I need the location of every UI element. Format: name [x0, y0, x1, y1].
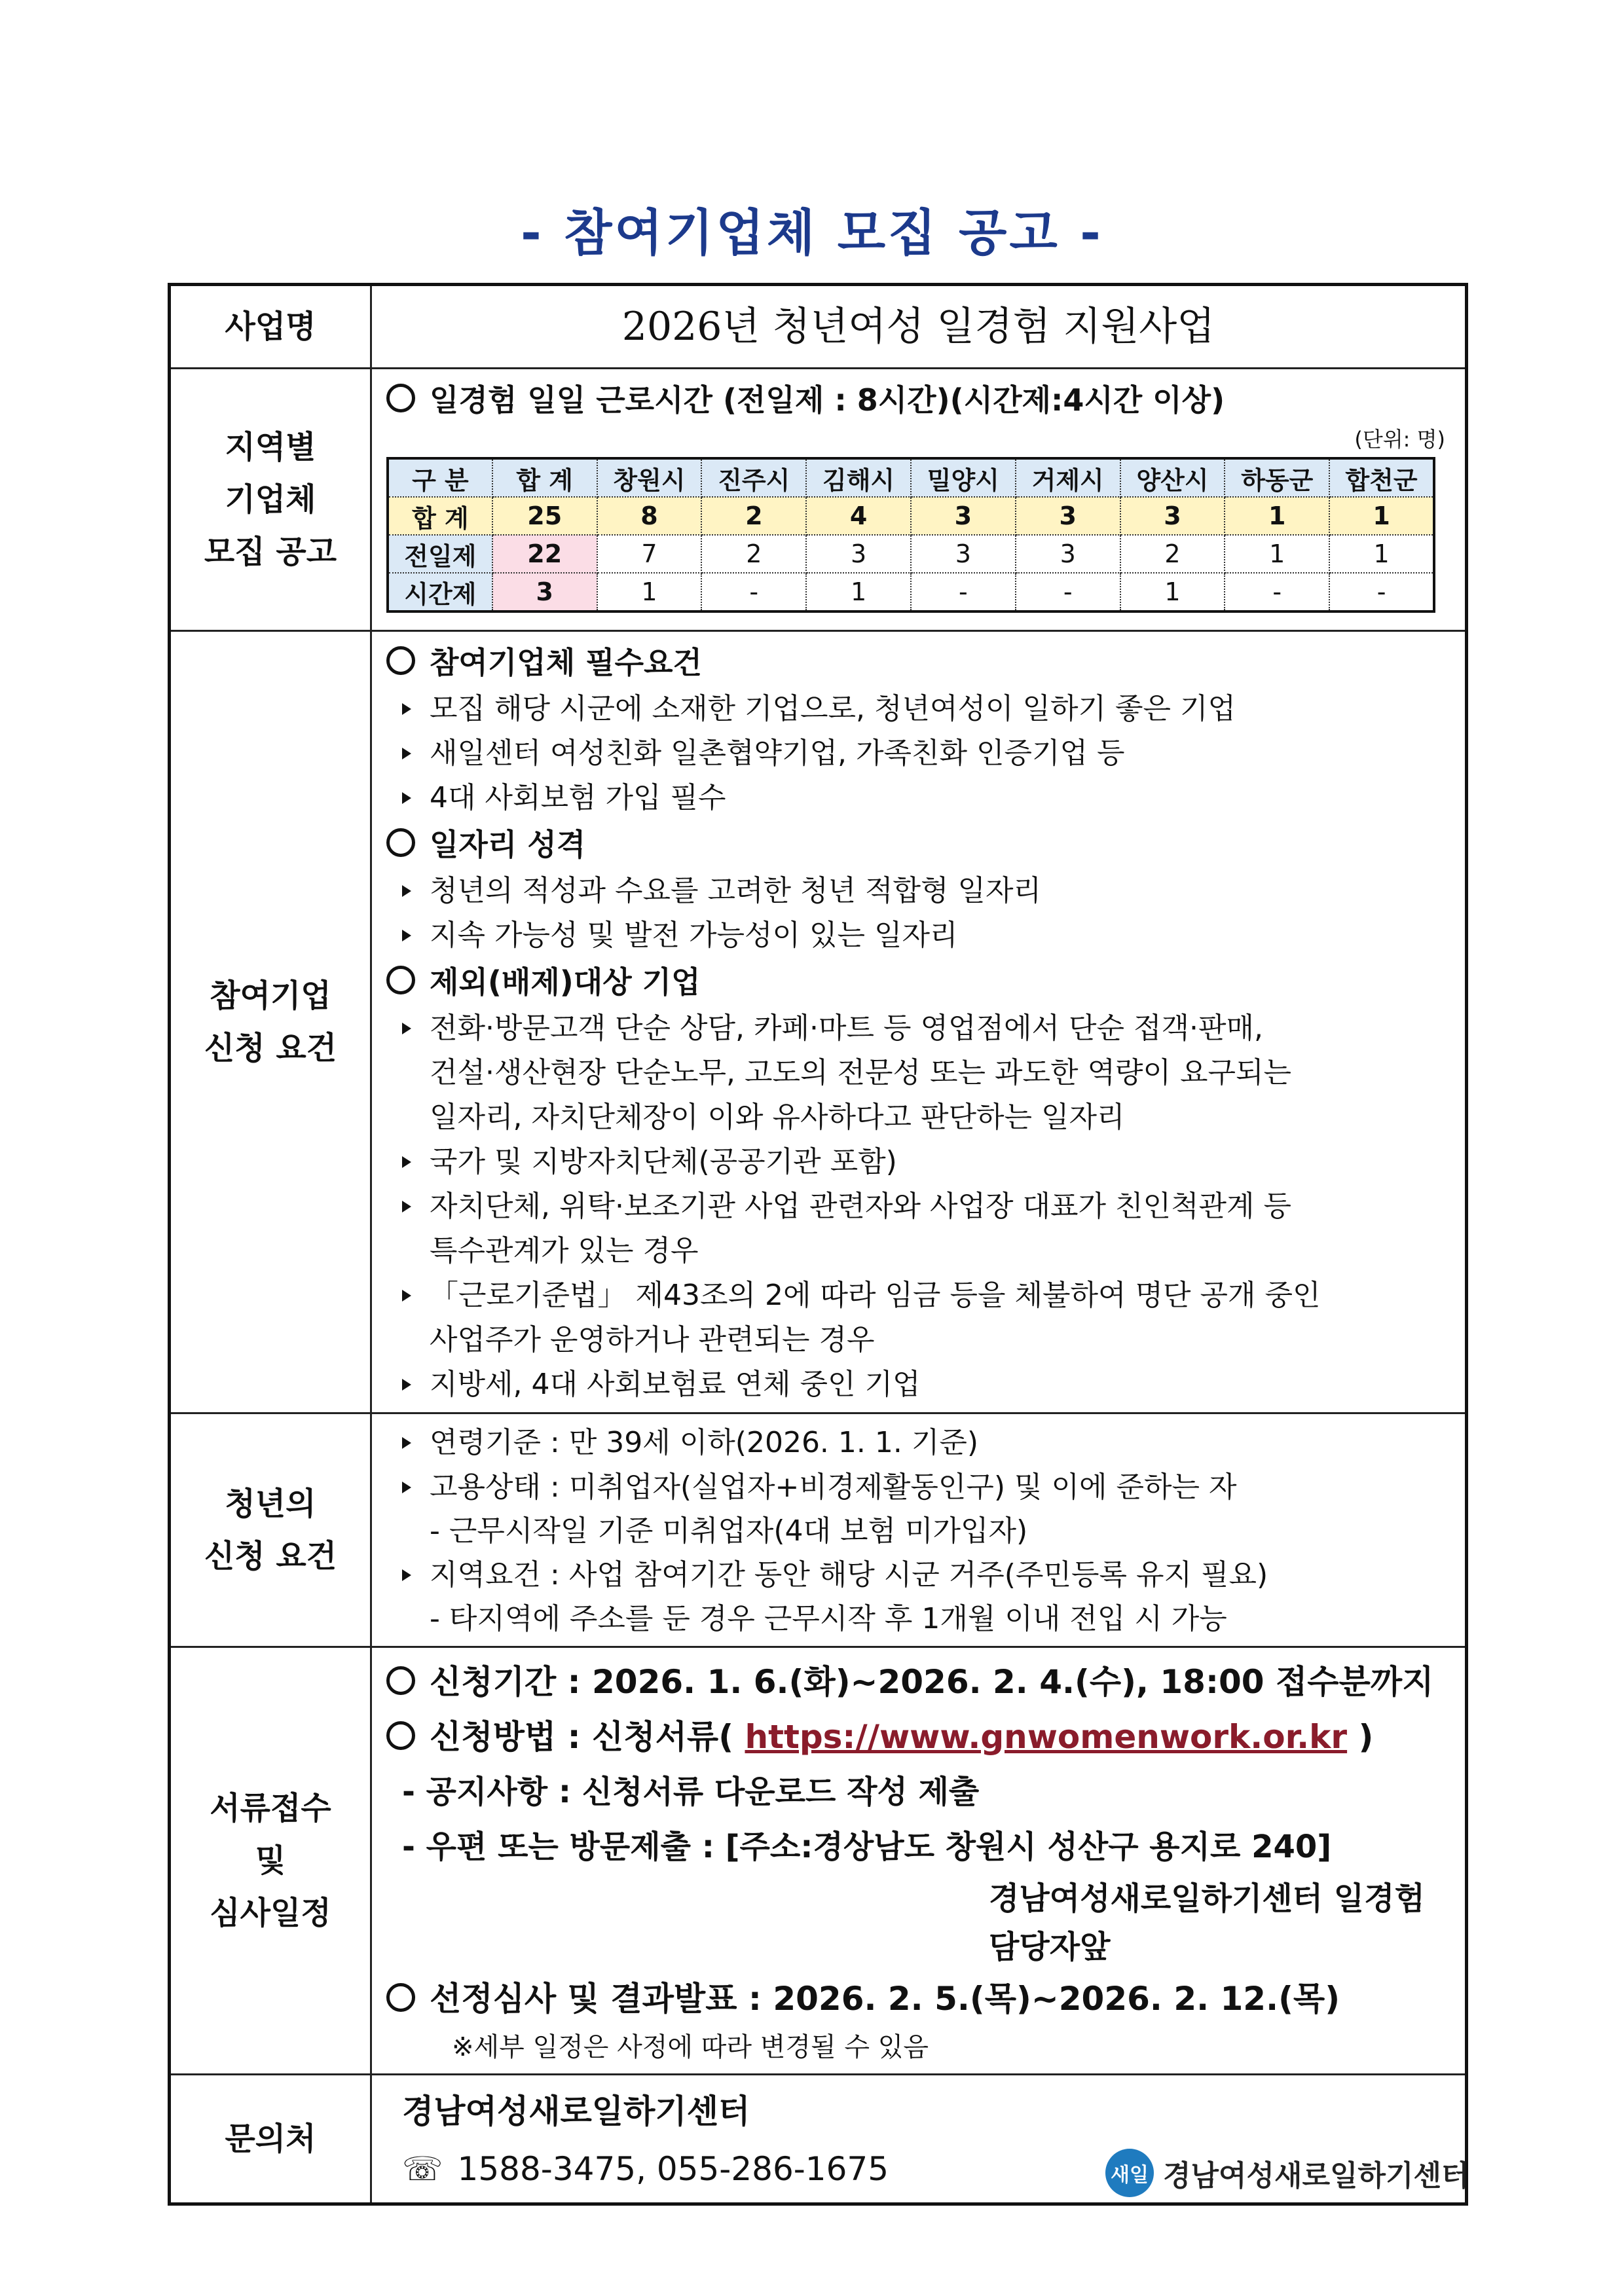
schedule-label-line: 심사일정	[210, 1895, 331, 1931]
youth-requirement-item: 연령기준 : 만 39세 이하(2026. 1. 1. 기준)	[386, 1421, 1450, 1465]
circle-bullet-icon	[386, 1721, 415, 1750]
circle-bullet-icon	[386, 966, 415, 994]
stats-header-cell: 구 분	[388, 458, 492, 497]
stats-cell: 4	[806, 497, 911, 535]
requirement-item	[386, 1273, 1450, 1362]
requirement-heading-text: 제외(배제)대상 기업	[430, 964, 701, 1000]
schedule-label	[170, 1647, 371, 2075]
stats-cell: 3	[1016, 535, 1120, 573]
stats-cell: 8	[597, 497, 702, 535]
page-title: - 참여기업체 모집 공고 -	[521, 204, 1103, 262]
stats-row	[388, 535, 1434, 573]
regional-label-line: 모집 공고	[204, 534, 337, 570]
requirement-item-line: 일자리, 자치단체장이 이와 유사하다고 판단하는 일자리	[430, 1101, 1125, 1134]
regional-row	[170, 369, 1467, 631]
requirement-item-line: 모집 해당 시군에 소재한 기업으로, 청년여성이 일하기 좋은 기업	[430, 692, 1236, 725]
stats-cell: 3	[1120, 497, 1225, 535]
requirement-item-line: 지속 가능성 및 발전 가능성이 있는 일자리	[430, 919, 958, 952]
application-method-close: )	[1358, 1718, 1374, 1756]
regional-label	[170, 369, 371, 631]
requirement-item	[386, 1362, 1450, 1407]
youth-req-label-line: 청년의	[225, 1485, 316, 1522]
circle-bullet-icon	[386, 384, 415, 412]
company-req-content	[371, 631, 1467, 1413]
youth-requirement-subitem: - 근무시작일 기준 미취업자(4대 보험 미가입자)	[430, 1514, 1028, 1548]
circle-bullet-icon	[386, 646, 415, 675]
schedule-label-line: 및	[255, 1842, 286, 1879]
notice-line: - 공지사항 : 신청서류 다운로드 작성 제출	[402, 1774, 980, 1810]
regional-stats-table	[386, 457, 1435, 613]
stats-cell: 3	[492, 573, 597, 611]
stats-cell: 2	[701, 497, 806, 535]
stats-cell: 3	[911, 535, 1016, 573]
stats-header-cell: 합천군	[1329, 458, 1434, 497]
circle-bullet-icon	[386, 828, 415, 857]
stats-header-cell: 양산시	[1120, 458, 1225, 497]
youth-req-row	[170, 1413, 1467, 1647]
stats-cell: 3	[1016, 497, 1120, 535]
requirement-item	[386, 1006, 1450, 1140]
announcement-table	[168, 283, 1468, 2206]
contact-label	[170, 2075, 371, 2204]
schedule-note: ※세부 일정은 사정에 따라 변경될 수 있음	[452, 2032, 929, 2062]
stats-header-cell: 밀양시	[911, 458, 1016, 497]
company-req-label-line: 참여기업	[210, 977, 331, 1014]
telephone-icon: ☏	[402, 2150, 443, 2188]
application-method: 신청방법 : 신청서류(	[430, 1718, 734, 1756]
stats-row	[388, 573, 1434, 611]
business-label-text: 사업명	[225, 308, 316, 345]
contact-phone: 1588-3475, 055-286-1675	[457, 2150, 889, 2188]
mail-recipient-line: 경남여성새로일하기센터 일경험 담당자앞	[989, 1880, 1425, 1965]
stats-cell: 1	[806, 573, 911, 611]
business-label	[170, 285, 371, 369]
stats-cell: 7	[597, 535, 702, 573]
stats-header-cell: 창원시	[597, 458, 702, 497]
requirement-item-line: 자치단체, 위탁·보조기관 사업 관련자와 사업장 대표가 친인척관계 등	[430, 1190, 1291, 1223]
stats-cell: 22	[492, 535, 597, 573]
stats-cell: 1	[1120, 573, 1225, 611]
footer-logo	[1105, 2149, 1469, 2197]
stats-cell: 1	[1329, 497, 1434, 535]
requirement-item-line: 국가 및 지방자치단체(공공기관 포함)	[430, 1145, 897, 1178]
contact-label-text: 문의처	[225, 2121, 316, 2157]
youth-req-content	[371, 1413, 1467, 1647]
youth-requirement-item: 고용상태 : 미취업자(실업자+비경제활동인구) 및 이에 준하는 자	[386, 1465, 1450, 1510]
requirement-heading-text: 일자리 성격	[430, 827, 586, 862]
circle-bullet-icon	[386, 1666, 415, 1695]
stats-cell: 1	[1225, 497, 1329, 535]
requirement-item	[386, 1140, 1450, 1184]
review-schedule: 선정심사 및 결과발표 : 2026. 2. 5.(목)~2026. 2. 12.(목)	[430, 1980, 1340, 2018]
business-title: 2026년 청년여성 일경험 지원사업	[621, 304, 1215, 350]
application-period: 신청기간 : 2026. 1. 6.(화)~2026. 2. 4.(수), 18:00 접수분까지	[430, 1663, 1434, 1701]
company-req-label	[170, 631, 371, 1413]
website-link[interactable]: https://www.gnwomenwork.or.kr	[745, 1718, 1348, 1756]
requirement-item	[386, 731, 1450, 776]
stats-header-cell: 하동군	[1225, 458, 1329, 497]
stats-row-label: 합 계	[388, 497, 492, 535]
youth-requirement-subitem: - 타지역에 주소를 둔 경우 근무시작 후 1개월 이내 전입 시 가능	[430, 1602, 1227, 1635]
youth-req-label-line: 신청 요건	[204, 1538, 337, 1575]
requirement-item	[386, 913, 1450, 958]
stats-cell: 25	[492, 497, 597, 535]
requirement-item-line: 전화·방문고객 단순 상담, 카페·마트 등 영업점에서 단순 접객·판매,	[430, 1011, 1263, 1045]
requirement-item	[386, 869, 1450, 913]
stats-cell: 3	[911, 497, 1016, 535]
requirement-item	[386, 1184, 1450, 1273]
schedule-label-line: 서류접수	[210, 1790, 331, 1827]
footer-org-name: 경남여성새로일하기센터	[1163, 2159, 1469, 2193]
stats-cell: -	[1016, 573, 1120, 611]
requirement-heading	[386, 958, 1450, 1006]
company-req-row	[170, 631, 1467, 1413]
stats-cell: 2	[701, 535, 806, 573]
youth-req-label	[170, 1413, 371, 1647]
stats-cell: -	[701, 573, 806, 611]
regional-content	[371, 369, 1467, 631]
saeil-logo-icon: 새일	[1105, 2149, 1154, 2197]
stats-row	[388, 497, 1434, 535]
requirement-item-line: 청년의 적성과 수요를 고려한 청년 적합형 일자리	[430, 874, 1041, 907]
mail-submission-line: - 우편 또는 방문제출 : [주소:경상남도 창원시 성산구 용지로 240]	[402, 1829, 1332, 1865]
requirement-item-line: 특수관계가 있는 경우	[430, 1234, 699, 1267]
unit-note: (단위: 명)	[1354, 427, 1445, 452]
stats-row-label: 시간제	[388, 573, 492, 611]
stats-cell: 1	[597, 573, 702, 611]
schedule-row	[170, 1647, 1467, 2075]
stats-cell: -	[1225, 573, 1329, 611]
requirement-item-line: 4대 사회보험 가입 필수	[430, 781, 726, 814]
requirement-heading-text: 참여기업체 필수요건	[430, 645, 702, 680]
requirement-heading	[386, 820, 1450, 869]
requirement-item	[386, 776, 1450, 820]
requirement-item-line: 사업주가 운영하거나 관련되는 경우	[430, 1323, 875, 1357]
stats-cell: 3	[806, 535, 911, 573]
stats-header-cell: 합 계	[492, 458, 597, 497]
stats-row-label: 전일제	[388, 535, 492, 573]
contact-org: 경남여성새로일하기센터	[402, 2092, 750, 2130]
stats-cell: 1	[1225, 535, 1329, 573]
stats-header-cell: 거제시	[1016, 458, 1120, 497]
requirement-item-line: 「근로기준법」 제43조의 2에 따라 임금 등을 체불하여 명단 공개 중인	[430, 1279, 1321, 1312]
youth-requirement-item: 지역요건 : 사업 참여기간 동안 해당 시군 거주(주민등록 유지 필요)	[386, 1553, 1450, 1597]
stats-header-cell: 진주시	[701, 458, 806, 497]
regional-label-line: 기업체	[225, 481, 316, 518]
regional-label-line: 지역별	[225, 429, 316, 465]
requirement-heading	[386, 638, 1450, 687]
circle-bullet-icon	[386, 1983, 415, 2012]
business-value	[371, 285, 1467, 369]
stats-cell: 1	[1329, 535, 1434, 573]
stats-cell: 2	[1120, 535, 1225, 573]
schedule-content	[371, 1647, 1467, 2075]
stats-header-cell: 김해시	[806, 458, 911, 497]
stats-cell: -	[1329, 573, 1434, 611]
requirement-item	[386, 687, 1450, 731]
requirement-item-line: 지방세, 4대 사회보험료 연체 중인 기업	[430, 1368, 921, 1401]
work-hours-heading: 일경험 일일 근로시간 (전일제 : 8시간)(시간제:4시간 이상)	[430, 382, 1225, 418]
requirement-item-line: 건설·생산현장 단순노무, 고도의 전문성 또는 과도한 역량이 요구되는	[430, 1056, 1291, 1089]
stats-cell: -	[911, 573, 1016, 611]
requirement-item-line: 새일센터 여성친화 일촌협약기업, 가족친화 인증기업 등	[430, 737, 1125, 770]
company-req-label-line: 신청 요건	[204, 1030, 337, 1066]
business-row	[170, 285, 1467, 369]
